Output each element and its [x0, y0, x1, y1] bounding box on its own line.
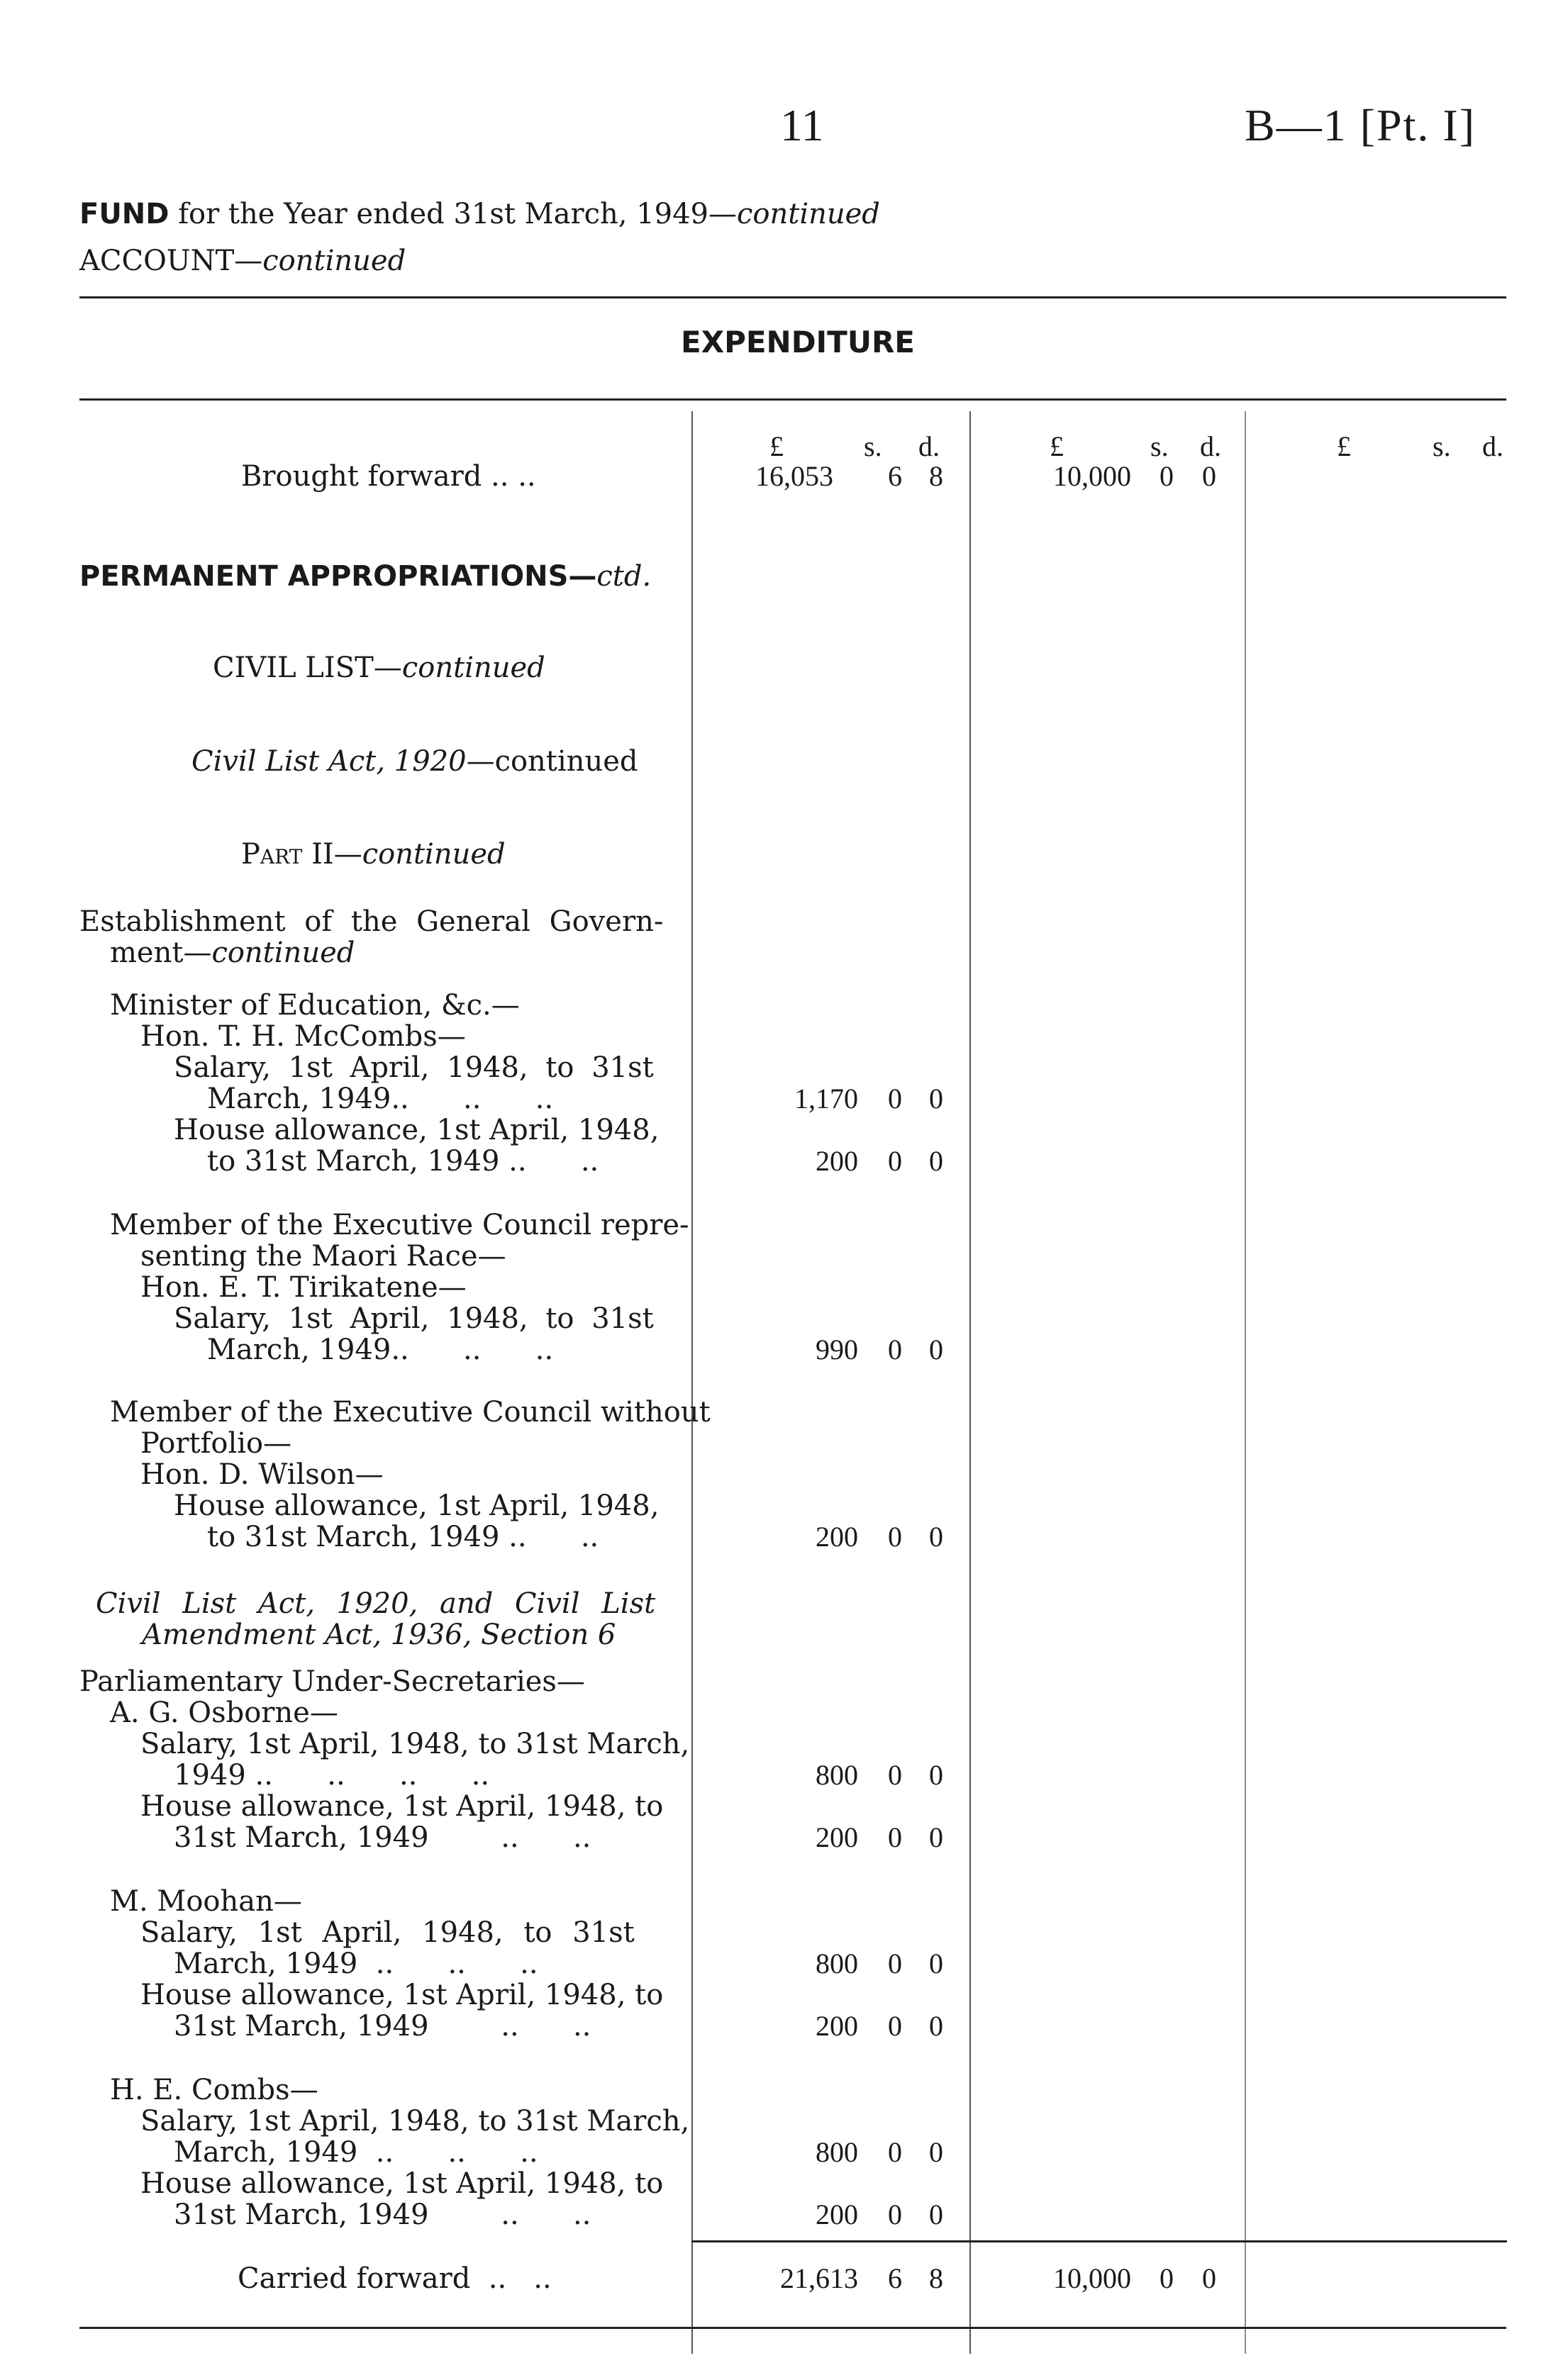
civil-act-cont: —continued: [466, 745, 638, 778]
combs-salary-pounds: 800: [816, 2136, 858, 2168]
combs-house-pounds: 200: [816, 2199, 858, 2230]
combs-house-shillings: 0: [888, 2199, 902, 2230]
civil-list-cont: continued: [401, 652, 545, 684]
maori-name: Hon. E. T. Tirikatene—: [140, 1271, 467, 1304]
bottom-rule: [79, 2327, 1506, 2329]
act-1936-line1: Civil List Act, 1920, and Civil List: [96, 1587, 656, 1620]
minister-title: Minister of Education, &c.—: [110, 989, 520, 1022]
combs-house-pence: 0: [929, 2199, 943, 2230]
portfolio-house-pounds: 200: [816, 1521, 858, 1553]
col3-pence-header: d.: [1482, 430, 1503, 462]
osborne-house-pounds: 200: [816, 1821, 858, 1853]
brought-forward-col1-shillings: 6: [888, 460, 902, 492]
civil-list-heading: [213, 652, 545, 683]
column-divider-1: [691, 411, 693, 2354]
osborne-house-shillings: 0: [888, 1821, 902, 1853]
carried-forward-col2-shillings: 0: [1160, 2262, 1174, 2294]
part-label: Part II—: [241, 838, 362, 871]
minister-house-shillings: 0: [888, 1145, 902, 1177]
combs-salary-line2: March, 1949 .. .. ..: [174, 2136, 538, 2169]
page-number: 11: [780, 100, 824, 150]
moohan-house-shillings: 0: [888, 2010, 902, 2042]
brought-forward-col2-pence: 0: [1202, 460, 1216, 492]
col3-shilling-header: s.: [1433, 430, 1451, 462]
moohan-house-line1: House allowance, 1st April, 1948, to: [140, 1979, 664, 2011]
portfolio-title-line1: Member of the Executive Council without: [110, 1396, 711, 1429]
minister-house-line2: to 31st March, 1949 .. ..: [207, 1145, 599, 1178]
carried-forward-col1-pounds: 21,613: [780, 2262, 858, 2294]
account-heading: [79, 245, 406, 276]
maori-title-line1: Member of the Executive Council repre-: [110, 1209, 689, 1241]
account-cont: continued: [262, 245, 406, 277]
maori-salary-shillings: 0: [888, 1334, 902, 1365]
osborne-salary-line2: 1949 .. .. .. ..: [174, 1759, 490, 1792]
minister-house-pence: 0: [929, 1145, 943, 1177]
portfolio-house-shillings: 0: [888, 1521, 902, 1553]
combs-salary-line1: Salary, 1st April, 1948, to 31st March,: [140, 2105, 690, 2138]
civil-list-label: CIVIL LIST—: [213, 652, 402, 684]
fund-rest: for the Year ended 31st March, 1949—: [169, 198, 737, 230]
establishment-heading-line1: Establishment of the General Govern-: [79, 905, 664, 938]
brought-forward-col2-shillings: 0: [1160, 460, 1174, 492]
col3-pound-header: £: [1337, 430, 1351, 462]
fund-bold: FUND: [79, 198, 169, 230]
moohan-house-line2: 31st March, 1949 .. ..: [174, 2010, 591, 2043]
moohan-salary-shillings: 0: [888, 1948, 902, 1979]
col2-shilling-header: s.: [1150, 430, 1169, 462]
maori-salary-pence: 0: [929, 1334, 943, 1365]
osborne-name: A. G. Osborne—: [110, 1697, 338, 1729]
carried-forward-col1-pence: 8: [929, 2262, 943, 2294]
carried-forward-label: Carried forward .. ..: [238, 2262, 552, 2295]
brought-forward-col1-pounds: 16,053: [755, 460, 833, 492]
moohan-house-pence: 0: [929, 2010, 943, 2042]
permanent-ctd: ctd.: [596, 560, 652, 593]
osborne-salary-pence: 0: [929, 1759, 943, 1791]
col1-shilling-header: s.: [864, 430, 882, 462]
part-heading: [241, 839, 506, 870]
combs-name: H. E. Combs—: [110, 2074, 318, 2106]
civil-list-act-heading: [191, 746, 638, 777]
combs-salary-pence: 0: [929, 2136, 943, 2168]
osborne-salary-shillings: 0: [888, 1759, 902, 1791]
civil-act-label: Civil List Act, 1920: [191, 745, 467, 778]
combs-house-line2: 31st March, 1949 .. ..: [174, 2199, 591, 2231]
top-rule: [79, 296, 1506, 298]
osborne-house-line1: House allowance, 1st April, 1948, to: [140, 1790, 664, 1823]
osborne-salary-line1: Salary, 1st April, 1948, to 31st March,: [140, 1728, 690, 1760]
moohan-salary-pence: 0: [929, 1948, 943, 1979]
combs-house-line1: House allowance, 1st April, 1948, to: [140, 2167, 664, 2200]
carried-forward-col1-shillings: 6: [888, 2262, 902, 2294]
portfolio-house-line2: to 31st March, 1949 .. ..: [207, 1521, 599, 1553]
col2-pence-header: d.: [1200, 430, 1221, 462]
moohan-salary-pounds: 800: [816, 1948, 858, 1979]
brought-forward-label: Brought forward .. ..: [241, 460, 536, 493]
section-title: EXPENDITURE: [681, 325, 915, 359]
under-secretaries-title: Parliamentary Under-Secretaries—: [79, 1665, 585, 1698]
totals-rule: [691, 2240, 1507, 2242]
maori-salary-line1: Salary, 1st April, 1948, to 31st: [174, 1302, 654, 1335]
brought-forward-col1-pence: 8: [929, 460, 943, 492]
permanent-appropriations-heading: [79, 560, 651, 593]
act-1936-line2: Amendment Act, 1936, Section 6: [142, 1619, 616, 1651]
col2-pound-header: £: [1050, 430, 1064, 462]
fund-cont: continued: [737, 198, 880, 230]
portfolio-name: Hon. D. Wilson—: [140, 1458, 384, 1491]
maori-title-line2: senting the Maori Race—: [140, 1240, 506, 1273]
establishment-heading-line2: [110, 937, 355, 968]
fund-heading: [79, 199, 880, 230]
moohan-salary-line2: March, 1949 .. .. ..: [174, 1948, 538, 1980]
permanent-label: PERMANENT APPROPRIATIONS—: [79, 560, 597, 593]
brought-forward-col2-pounds: 10,000: [1053, 460, 1131, 492]
document-reference: B—1 [Pt. I]: [1245, 100, 1476, 150]
minister-salary-pounds: 1,170: [794, 1083, 858, 1114]
minister-salary-shillings: 0: [888, 1083, 902, 1114]
column-divider-3: [1245, 411, 1246, 2354]
minister-house-pounds: 200: [816, 1145, 858, 1177]
column-divider-2: [969, 411, 971, 2354]
minister-house-line1: House allowance, 1st April, 1948,: [174, 1114, 660, 1146]
minister-name: Hon. T. H. McCombs—: [140, 1020, 466, 1053]
maori-salary-pounds: 990: [816, 1334, 858, 1365]
portfolio-title-line2: Portfolio—: [140, 1427, 292, 1460]
portfolio-house-pence: 0: [929, 1521, 943, 1553]
moohan-house-pounds: 200: [816, 2010, 858, 2042]
account-label: ACCOUNT—: [79, 245, 263, 277]
establishment-label: ment—: [110, 937, 212, 969]
minister-salary-pence: 0: [929, 1083, 943, 1114]
portfolio-house-line1: House allowance, 1st April, 1948,: [174, 1490, 660, 1522]
col1-pound-header: £: [769, 430, 784, 462]
minister-salary-line2: March, 1949.. .. ..: [207, 1083, 554, 1115]
osborne-house-line2: 31st March, 1949 .. ..: [174, 1821, 591, 1854]
moohan-salary-line1: Salary, 1st April, 1948, to 31st: [140, 1916, 635, 1949]
col1-pence-header: d.: [918, 430, 940, 462]
minister-salary-line1: Salary, 1st April, 1948, to 31st: [174, 1051, 654, 1084]
carried-forward-col2-pence: 0: [1202, 2262, 1216, 2294]
combs-salary-shillings: 0: [888, 2136, 902, 2168]
header-rule: [79, 398, 1506, 401]
part-cont: continued: [362, 838, 506, 871]
osborne-salary-pounds: 800: [816, 1759, 858, 1791]
carried-forward-col2-pounds: 10,000: [1053, 2262, 1131, 2294]
osborne-house-pence: 0: [929, 1821, 943, 1853]
establishment-cont: continued: [211, 937, 355, 969]
moohan-name: M. Moohan—: [110, 1885, 302, 1918]
maori-salary-line2: March, 1949.. .. ..: [207, 1334, 554, 1366]
